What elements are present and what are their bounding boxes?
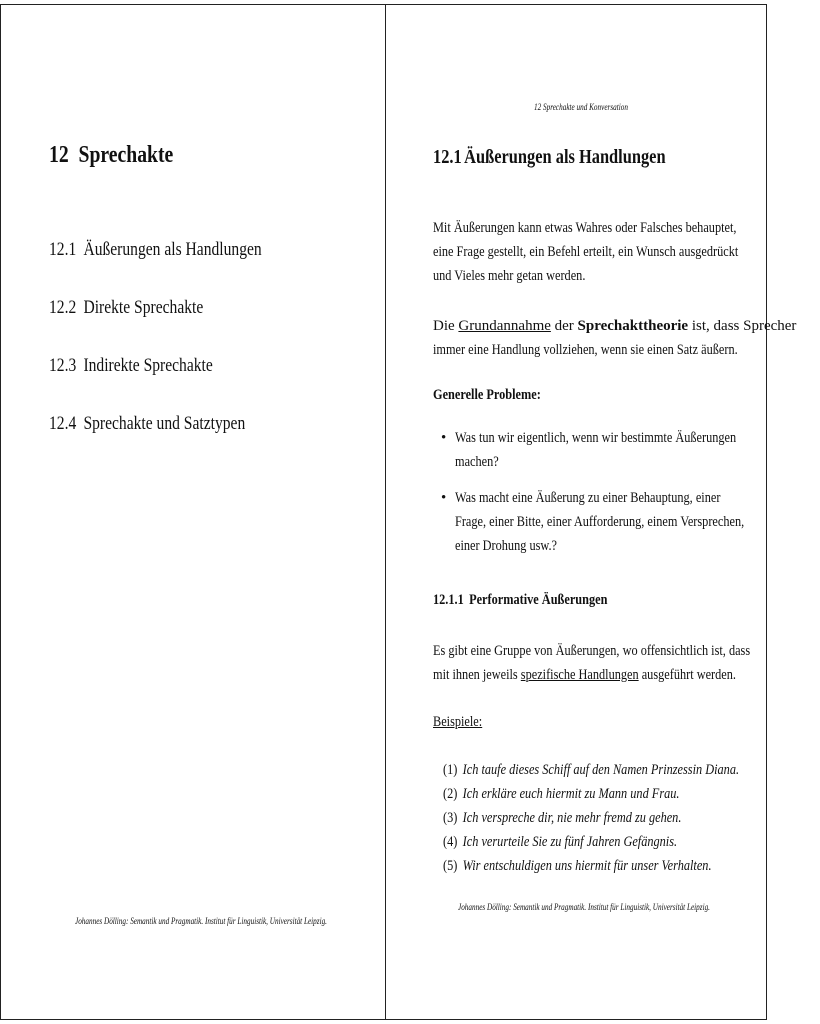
word: Die xyxy=(433,318,455,334)
paragraph-line: Mit Äußerungen kann etwas Wahres oder Falsches behauptet, xyxy=(433,220,737,236)
example-item xyxy=(443,782,804,806)
example-number: (4) xyxy=(443,834,458,850)
example-number: (1) xyxy=(443,762,458,778)
problems-heading xyxy=(433,387,564,404)
paragraph-line: eine Frage gestellt, ein Befehl erteilt, ein Wunsch ausgedrückt xyxy=(433,244,739,260)
example-text: Ich verurteile Sie zu fünf Jahren Gefängnis. xyxy=(462,834,678,850)
toc-number: 12.2 xyxy=(49,297,77,318)
toc-item[interactable] xyxy=(49,353,308,411)
section-title-text: Äußerungen als Handlungen xyxy=(464,146,666,168)
table-of-contents xyxy=(49,237,308,469)
word: ausgeführt werden. xyxy=(641,667,736,683)
example-item xyxy=(443,854,804,878)
left-footer-text: Johannes Dölling: Semantik und Pragmatik. Institut für Linguistik, Universität Leipzig. xyxy=(75,916,327,926)
chapter-title-text: Sprechakte xyxy=(78,142,174,168)
word: mit ihnen jeweils xyxy=(433,667,518,683)
toc-title: Indirekte Sprechakte xyxy=(83,355,213,376)
paragraph-line xyxy=(433,314,797,338)
word: dass xyxy=(713,318,740,334)
section-title xyxy=(433,146,717,169)
toc-title: Äußerungen als Handlungen xyxy=(83,239,262,260)
bullet-item xyxy=(441,486,745,558)
word: der xyxy=(554,318,574,334)
toc-title: Sprechakte und Satztypen xyxy=(83,413,246,434)
word: Sprecher xyxy=(743,318,797,334)
running-head xyxy=(534,102,651,112)
paragraph-line: immer eine Handlung vollziehen, wenn sie einen Satz äußern. xyxy=(433,342,738,358)
word: ist, xyxy=(691,318,710,334)
example-text: Wir entschuldigen uns hiermit für unser Verhalten. xyxy=(462,858,712,874)
examples-list xyxy=(443,758,804,878)
intro-paragraph xyxy=(433,216,739,288)
right-page xyxy=(386,5,797,1019)
example-number: (3) xyxy=(443,810,458,826)
examples-label-text: Beispiele: xyxy=(433,714,483,730)
example-number: (5) xyxy=(443,858,458,874)
right-footer-text: Johannes Dölling: Semantik und Pragmatik. Institut für Linguistik, Universität Leipzig. xyxy=(458,902,710,912)
examples-label xyxy=(433,710,723,734)
subsection-title xyxy=(433,592,646,609)
toc-number: 12.1 xyxy=(49,239,77,260)
bullet-line: Was tun wir eigentlich, wenn wir bestimmte Äußerungen xyxy=(455,430,737,446)
paragraph-line: und Vieles mehr getan werden. xyxy=(433,268,586,284)
example-item xyxy=(443,830,804,854)
performative-paragraph xyxy=(433,639,751,687)
left-page xyxy=(1,5,385,1019)
paragraph-line: Es gibt eine Gruppe von Äußerungen, wo offensichtlich ist, dass xyxy=(433,643,751,659)
subsection-title-text: Performative Äußerungen xyxy=(469,592,608,608)
toc-number: 12.3 xyxy=(49,355,77,376)
example-text: Ich taufe dieses Schiff auf den Namen Prinzessin Diana. xyxy=(462,762,740,778)
bullet-line: Frage, einer Bitte, einer Aufforderung, einem Versprechen, xyxy=(455,514,745,530)
section-number: 12.1 xyxy=(433,146,462,168)
example-item xyxy=(443,806,804,830)
bullet-line: einer Drohung usw.? xyxy=(455,538,558,554)
toc-item[interactable] xyxy=(49,411,308,469)
subsection-number: 12.1.1 xyxy=(433,592,464,608)
running-head-text: 12 Sprechakte und Konversation xyxy=(534,102,628,112)
underlined-term: Grundannahme xyxy=(458,318,551,334)
toc-title: Direkte Sprechakte xyxy=(83,297,204,318)
toc-item[interactable] xyxy=(49,237,308,295)
toc-number: 12.4 xyxy=(49,413,77,434)
example-number: (2) xyxy=(443,786,458,802)
bold-term: Sprechakttheorie xyxy=(577,318,689,334)
bullet-icon: • xyxy=(441,490,447,506)
basic-assumption-paragraph xyxy=(433,314,797,362)
page-spread xyxy=(0,4,797,1020)
problems-heading-text: Generelle Probleme: xyxy=(433,387,541,403)
bullet-item xyxy=(441,426,737,474)
bullet-icon: • xyxy=(441,430,447,446)
bullet-line: machen? xyxy=(455,454,499,470)
toc-item[interactable] xyxy=(49,295,308,353)
bullet-line: Was macht eine Äußerung zu einer Behauptung, einer xyxy=(455,490,721,506)
right-footer xyxy=(458,902,773,912)
example-text: Ich verspreche dir, nie mehr fremd zu gehen. xyxy=(462,810,682,826)
chapter-number: 12 xyxy=(49,142,69,168)
chapter-title xyxy=(49,142,201,169)
underlined-term: spezifische Handlungen xyxy=(520,667,639,683)
left-footer xyxy=(75,916,390,926)
example-text: Ich erkläre euch hiermit zu Mann und Frau. xyxy=(462,786,680,802)
example-item xyxy=(443,758,804,782)
